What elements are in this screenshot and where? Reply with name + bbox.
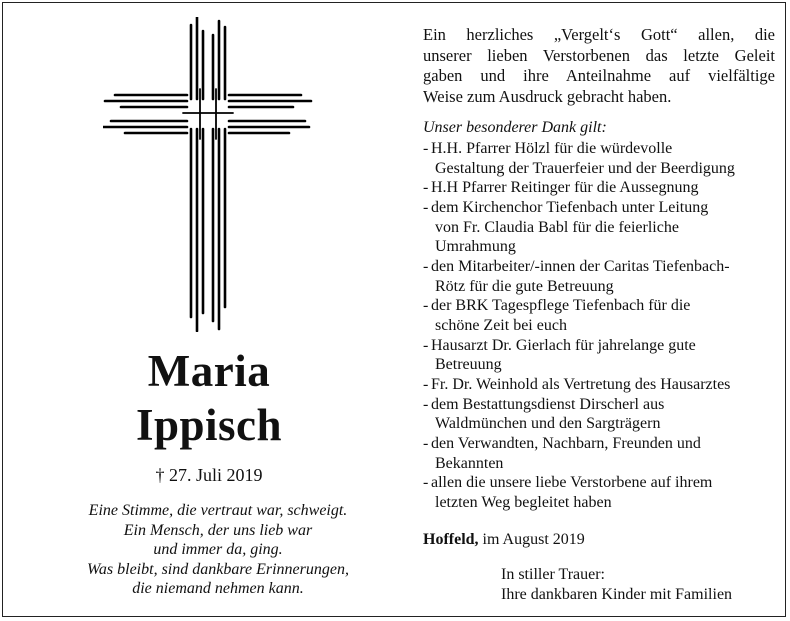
thanks-item xyxy=(423,257,779,277)
thanks-list xyxy=(423,139,779,512)
intro-line: gaben und ihre Anteilnahme auf vielfältige xyxy=(423,66,775,85)
thanks-item-text: von Fr. Claudia Babl für die feierliche xyxy=(435,218,679,236)
poem-line: Was bleibt, sind dankbare Erinnerungen, xyxy=(87,560,349,578)
list-dash: - xyxy=(423,336,429,354)
thanks-item-text: der BRK Tagespflege Tiefenbach für die xyxy=(431,297,691,315)
list-dash xyxy=(423,493,431,513)
thanks-item xyxy=(423,473,779,493)
poem-line: Ein Mensch, der uns lieb war xyxy=(123,521,313,539)
list-dash xyxy=(423,414,431,434)
thanks-item xyxy=(423,493,779,513)
thanks-heading: Unser besonderer Dank gilt: xyxy=(423,119,607,136)
thanks-item-text: schöne Zeit bei euch xyxy=(435,316,567,334)
thanks-item-text: H.H Pfarrer Reitinger für die Aussegnung xyxy=(431,179,699,197)
thanks-item-text: Bekannten xyxy=(435,454,504,472)
thanks-item-text: den Mitarbeiter/-innen der Caritas Tiefenbach- xyxy=(431,257,730,275)
thanks-item xyxy=(423,454,779,474)
thanks-item xyxy=(423,355,779,375)
thanks-item xyxy=(423,434,779,454)
list-dash xyxy=(423,454,431,474)
intro-line: Ein herzliches „Vergelt‘s Gott“ allen, die xyxy=(423,25,775,44)
list-dash: - xyxy=(423,179,429,197)
thanks-item xyxy=(423,277,779,297)
deceased-last-name: Ippisch xyxy=(135,400,283,450)
thanks-item-text: Hausarzt Dr. Gierlach für jahrelange gute xyxy=(431,336,696,354)
thanks-item xyxy=(423,375,779,395)
thanks-item xyxy=(423,218,779,238)
signature-date: im August 2019 xyxy=(478,531,585,548)
thanks-item xyxy=(423,198,779,218)
thanks-item-text: allen die unsere liebe Verstorbene auf ihrem xyxy=(431,474,713,492)
thanks-item xyxy=(423,316,779,336)
cross-icon xyxy=(103,17,313,332)
thanks-item-text: dem Bestattungsdienst Dirscherl aus xyxy=(431,395,665,413)
list-dash: - xyxy=(423,257,429,275)
thanks-item-text: den Verwandten, Nachbarn, Freunden und xyxy=(431,434,701,452)
list-dash: - xyxy=(423,375,429,393)
death-date: † 27. Juli 2019 xyxy=(155,465,263,485)
poem-line: Eine Stimme, die vertraut war, schweigt. xyxy=(88,502,348,519)
list-dash xyxy=(423,237,431,257)
thanks-item xyxy=(423,395,779,415)
list-dash: - xyxy=(423,395,429,413)
poem-line: und immer da, ging. xyxy=(153,541,283,558)
list-dash: - xyxy=(423,474,429,492)
closing-line-2: Ihre dankbaren Kinder mit Familien xyxy=(501,586,733,603)
list-dash: - xyxy=(423,434,429,452)
list-dash xyxy=(423,218,431,238)
thanks-item-text: Fr. Dr. Weinhold als Vertretung des Hausarztes xyxy=(431,375,731,393)
list-dash xyxy=(423,277,431,297)
thanks-item-text: Waldmünchen und den Sargträgern xyxy=(435,415,661,433)
poem xyxy=(3,501,433,599)
deceased-first-name: Maria xyxy=(147,346,271,396)
intro-line: Weise zum Ausdruck gebracht haben. xyxy=(423,86,672,106)
thanks-item xyxy=(423,414,779,434)
thanks-item xyxy=(423,237,779,257)
thanks-item-text: letzten Weg begleitet haben xyxy=(435,493,612,511)
thanks-item-text: Gestaltung der Trauerfeier und der Beerdigung xyxy=(435,159,735,177)
signature-line xyxy=(423,531,585,549)
thanks-item-text: Rötz für die gute Betreuung xyxy=(435,277,614,295)
left-column xyxy=(3,3,415,618)
poem-line: die niemand nehmen kann. xyxy=(132,580,304,597)
closing xyxy=(501,565,732,605)
thanks-item-text: Betreuung xyxy=(435,356,502,374)
thank-you-intro xyxy=(423,25,775,107)
obituary-card xyxy=(2,2,786,617)
list-dash: - xyxy=(423,297,429,315)
thanks-item-text: H.H. Pfarrer Hölzl für die würdevolle xyxy=(431,140,673,157)
signature-place: Hoffeld, xyxy=(423,531,479,548)
list-dash xyxy=(423,316,431,336)
thanks-item xyxy=(423,159,779,179)
list-dash xyxy=(423,159,431,179)
list-dash: - xyxy=(423,140,429,157)
thanks-item-text: dem Kirchenchor Tiefenbach unter Leitung xyxy=(431,198,709,216)
thanks-item xyxy=(423,139,779,159)
thanks-item-text: Umrahmung xyxy=(435,238,516,256)
thanks-item xyxy=(423,336,779,356)
thanks-item xyxy=(423,178,779,198)
intro-line: unserer lieben Verstorbenen das letzte Geleit xyxy=(423,45,775,65)
closing-line-1: In stiller Trauer: xyxy=(501,566,605,583)
list-dash: - xyxy=(423,198,429,216)
thanks-item xyxy=(423,296,779,316)
list-dash xyxy=(423,355,431,375)
